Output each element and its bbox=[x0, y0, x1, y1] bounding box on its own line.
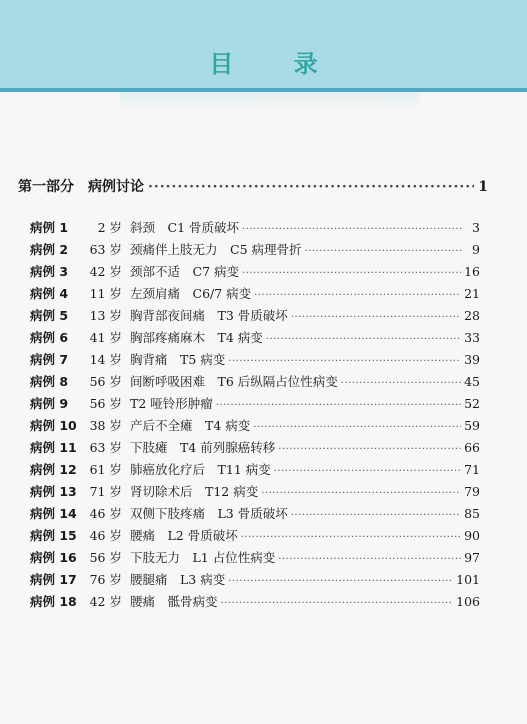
case-label: 病例 3 bbox=[30, 264, 69, 279]
leader-dots bbox=[228, 576, 453, 587]
toc-entry[interactable] bbox=[30, 548, 480, 570]
case-label: 病例 4 bbox=[30, 286, 69, 301]
case-age: 63 岁 bbox=[89, 440, 122, 455]
case-page-number: 59 bbox=[464, 418, 480, 433]
case-page-number: 33 bbox=[464, 330, 480, 345]
case-page-number: 28 bbox=[464, 308, 480, 323]
case-label: 病例 6 bbox=[30, 330, 69, 345]
case-age: 42 岁 bbox=[89, 264, 122, 279]
part-page-number: 1 bbox=[478, 179, 488, 195]
case-description: 下肢无力 L1 占位性病变 bbox=[130, 550, 276, 565]
case-description: 腰腿痛 L3 病变 bbox=[130, 572, 226, 587]
leader-dots bbox=[341, 378, 461, 389]
toc-entry[interactable] bbox=[30, 218, 480, 240]
leader-dots bbox=[242, 224, 463, 235]
case-page-number: 90 bbox=[464, 528, 480, 543]
case-description: 肾切除术后 T12 病变 bbox=[130, 484, 259, 499]
toc-entry[interactable] bbox=[30, 372, 480, 394]
toc-entry[interactable] bbox=[30, 350, 480, 372]
toc-entry[interactable] bbox=[30, 482, 480, 504]
case-description: 间断呼吸困难 T6 后纵隔占位性病变 bbox=[130, 374, 338, 389]
toc-entry[interactable] bbox=[30, 394, 480, 416]
case-page-number: 106 bbox=[456, 594, 480, 609]
case-age: 41 岁 bbox=[89, 330, 122, 345]
case-page-number: 97 bbox=[464, 550, 480, 565]
case-age: 56 岁 bbox=[89, 550, 122, 565]
leader-dots bbox=[242, 268, 461, 279]
case-label: 病例 12 bbox=[30, 462, 77, 477]
case-age: 61 岁 bbox=[89, 462, 122, 477]
leader-dots bbox=[266, 334, 461, 345]
case-page-number: 9 bbox=[472, 242, 480, 257]
part-label: 第一部分 bbox=[18, 179, 74, 195]
case-description: 胸背痛 T5 病变 bbox=[130, 352, 226, 367]
case-page-number: 71 bbox=[464, 462, 480, 477]
toc-entry[interactable] bbox=[30, 416, 480, 438]
case-label: 病例 17 bbox=[30, 572, 77, 587]
toc-entry[interactable] bbox=[30, 592, 480, 614]
case-age: 71 岁 bbox=[89, 484, 122, 499]
case-age: 46 岁 bbox=[89, 528, 122, 543]
case-label: 病例 9 bbox=[30, 396, 69, 411]
case-label: 病例 7 bbox=[30, 352, 69, 367]
case-description: 左颈肩痛 C6/7 病变 bbox=[130, 286, 252, 301]
toc-entry[interactable] bbox=[30, 460, 480, 482]
case-description: 腰痛 骶骨病变 bbox=[130, 594, 218, 609]
case-age: 56 岁 bbox=[89, 396, 122, 411]
toc-entry[interactable] bbox=[30, 570, 480, 592]
case-description: 胸部疼痛麻木 T4 病变 bbox=[130, 330, 263, 345]
case-label: 病例 18 bbox=[30, 594, 77, 609]
case-description: 颈部不适 C7 病变 bbox=[130, 264, 239, 279]
toc-part-entry[interactable] bbox=[18, 176, 488, 198]
case-page-number: 52 bbox=[464, 396, 480, 411]
part-title: 病例讨论 bbox=[88, 179, 144, 195]
leader-dots bbox=[261, 488, 461, 499]
toc-entry[interactable] bbox=[30, 306, 480, 328]
leader-dots bbox=[228, 356, 461, 367]
leader-dots bbox=[305, 246, 464, 257]
case-age: 11 岁 bbox=[89, 286, 122, 301]
leader-dots bbox=[278, 444, 461, 455]
leader-dots bbox=[216, 400, 461, 411]
case-description: 腰痛 L2 骨质破坏 bbox=[130, 528, 238, 543]
case-label: 病例 11 bbox=[30, 440, 77, 455]
case-age: 42 岁 bbox=[89, 594, 122, 609]
case-age: 46 岁 bbox=[89, 506, 122, 521]
leader-dots bbox=[241, 532, 461, 543]
case-page-number: 16 bbox=[464, 264, 480, 279]
case-age: 63 岁 bbox=[89, 242, 122, 257]
leader-dots bbox=[278, 554, 461, 565]
toc-list bbox=[30, 218, 480, 614]
leader-dots bbox=[253, 422, 461, 433]
page-title: 目 录 bbox=[209, 50, 344, 78]
toc-entry[interactable] bbox=[30, 438, 480, 460]
header-shadow bbox=[120, 92, 420, 110]
leader-dots bbox=[291, 312, 461, 323]
case-description: 下肢瘫 T4 前列腺癌转移 bbox=[130, 440, 276, 455]
toc-entry[interactable] bbox=[30, 328, 480, 350]
leader-dots bbox=[291, 510, 461, 521]
case-label: 病例 16 bbox=[30, 550, 77, 565]
case-page-number: 45 bbox=[464, 374, 480, 389]
case-label: 病例 1 bbox=[30, 220, 69, 235]
case-description: 肺癌放化疗后 T11 病变 bbox=[130, 462, 271, 477]
case-description: 斜颈 C1 骨质破坏 bbox=[130, 220, 239, 235]
leader-dots bbox=[221, 598, 454, 609]
case-label: 病例 13 bbox=[30, 484, 77, 499]
case-description: 颈痛伴上肢无力 C5 病理骨折 bbox=[130, 242, 302, 257]
case-description: T2 哑铃形肿瘤 bbox=[130, 396, 213, 411]
case-age: 13 岁 bbox=[89, 308, 122, 323]
case-page-number: 21 bbox=[464, 286, 480, 301]
case-age: 56 岁 bbox=[89, 374, 122, 389]
case-page-number: 79 bbox=[464, 484, 480, 499]
leader-dots bbox=[254, 290, 461, 301]
case-age: 14 岁 bbox=[89, 352, 122, 367]
toc-entry[interactable] bbox=[30, 240, 480, 262]
case-label: 病例 14 bbox=[30, 506, 77, 521]
case-description: 产后不全瘫 T4 病变 bbox=[130, 418, 251, 433]
toc-entry[interactable] bbox=[30, 262, 480, 284]
leader-dots bbox=[274, 466, 461, 477]
case-label: 病例 2 bbox=[30, 242, 69, 257]
case-page-number: 66 bbox=[464, 440, 480, 455]
case-label: 病例 5 bbox=[30, 308, 69, 323]
toc-entry[interactable] bbox=[30, 526, 480, 548]
case-page-number: 85 bbox=[464, 506, 480, 521]
case-age: 38 岁 bbox=[89, 418, 122, 433]
case-age: 2 岁 bbox=[97, 220, 122, 235]
toc-entry[interactable] bbox=[30, 284, 480, 306]
toc-entry[interactable] bbox=[30, 504, 480, 526]
case-description: 胸背部夜间痛 T3 骨质破坏 bbox=[130, 308, 288, 323]
case-label: 病例 15 bbox=[30, 528, 77, 543]
case-age: 76 岁 bbox=[89, 572, 122, 587]
leader-dots bbox=[148, 179, 474, 195]
case-page-number: 101 bbox=[456, 572, 480, 587]
case-description: 双侧下肢疼痛 L3 骨质破坏 bbox=[130, 506, 288, 521]
case-label: 病例 8 bbox=[30, 374, 69, 389]
case-page-number: 39 bbox=[464, 352, 480, 367]
case-page-number: 3 bbox=[472, 220, 480, 235]
case-label: 病例 10 bbox=[30, 418, 77, 433]
